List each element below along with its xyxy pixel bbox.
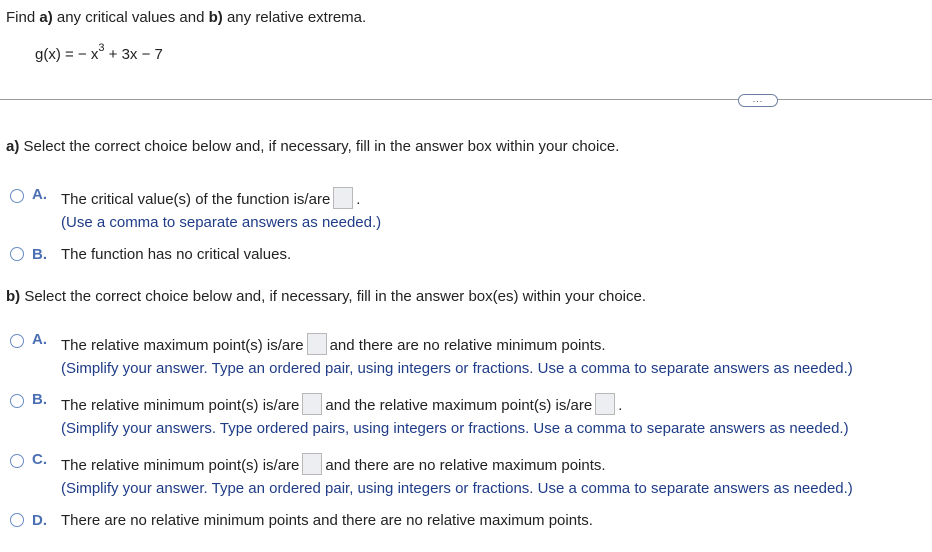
part-b-choice-c-letter: C. bbox=[32, 451, 47, 468]
relative-maximum-answer-box[interactable] bbox=[595, 393, 615, 415]
part-a-choice-a-radio[interactable] bbox=[10, 189, 24, 203]
relative-minimum-answer-box[interactable] bbox=[302, 453, 322, 475]
section-divider bbox=[0, 99, 932, 100]
part-a-choice-a-hint: (Use a comma to separate answers as needed.) bbox=[61, 214, 382, 231]
relative-maximum-answer-box[interactable] bbox=[307, 333, 327, 355]
part-a-choice-b-radio[interactable] bbox=[10, 247, 24, 261]
critical-values-answer-box[interactable] bbox=[333, 187, 353, 209]
part-a-choice-a-text: The critical value(s) of the function is/are . bbox=[61, 189, 360, 211]
part-a-choice-b-text: The function has no critical values. bbox=[61, 246, 292, 263]
function-equation: g(x) = − $x^3 + 3x - 7$ bbox=[35, 42, 163, 63]
part-b-choice-c-text: The relative minimum point(s) is/are and there are no relative maximum points. bbox=[61, 455, 606, 477]
more-options-button[interactable]: ... bbox=[738, 94, 778, 107]
part-a-choice-b-letter: B. bbox=[32, 246, 47, 263]
problem-instruction: Find a) any critical values and b) any relative extrema. bbox=[6, 9, 367, 26]
part-b-choice-a-text: The relative maximum point(s) is/are and there are no relative minimum points. bbox=[61, 335, 606, 357]
part-b-choice-d-text: There are no relative minimum points and there are no relative maximum points. bbox=[61, 512, 593, 529]
part-b-choice-c-hint: (Simplify your answer. Type an ordered pair, using integers or fractions. Use a comma to separate answers as needed.) bbox=[61, 480, 853, 497]
part-b-choice-b-text: The relative minimum point(s) is/are and the relative maximum point(s) is/are . bbox=[61, 395, 622, 417]
part-a-prompt: a) Select the correct choice below and, if necessary, fill in the answer box within your choice. bbox=[6, 138, 620, 155]
part-b-choice-b-hint: (Simplify your answers. Type ordered pairs, using integers or fractions. Use a comma to separate answers as needed.) bbox=[61, 420, 849, 437]
part-b-choice-d-letter: D. bbox=[32, 512, 47, 529]
part-b-prompt: b) Select the correct choice below and, if necessary, fill in the answer box(es) within your choice. bbox=[6, 288, 647, 305]
part-b-choice-b-letter: B. bbox=[32, 391, 47, 408]
part-b-choice-a-radio[interactable] bbox=[10, 334, 24, 348]
part-b-choice-a-letter: A. bbox=[32, 331, 47, 348]
part-b-choice-d-radio[interactable] bbox=[10, 513, 24, 527]
part-b-choice-b-radio[interactable] bbox=[10, 394, 24, 408]
part-b-choice-a-hint: (Simplify your answer. Type an ordered pair, using integers or fractions. Use a comma to separate answers as needed.) bbox=[61, 360, 853, 377]
relative-minimum-answer-box[interactable] bbox=[302, 393, 322, 415]
part-b-choice-c-radio[interactable] bbox=[10, 454, 24, 468]
part-a-choice-a-letter: A. bbox=[32, 186, 47, 203]
